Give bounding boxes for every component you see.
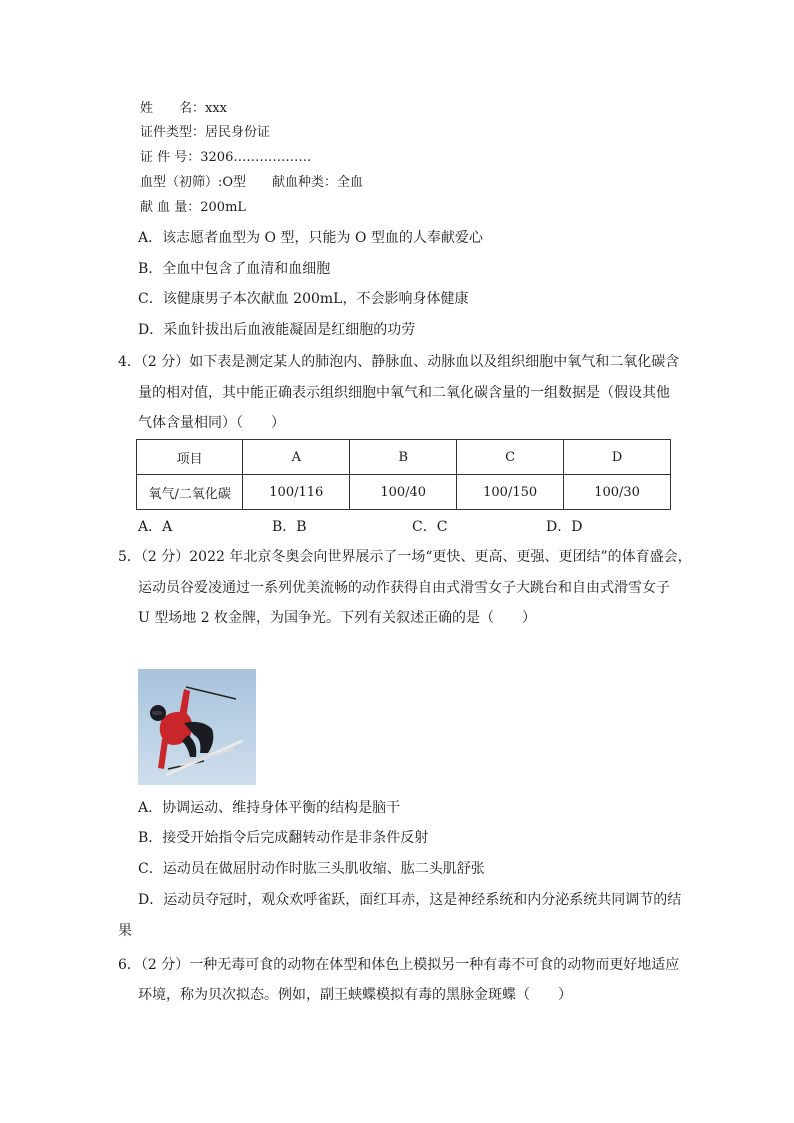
q4-stem-line3: 气体含量相同）（ ） <box>138 415 285 431</box>
q5-stem-line1: 5．（2 分）2022 年北京冬奥会向世界展示了一场“更快、更高、更强、更团结”的体育盛会， <box>118 549 692 565</box>
q5-option-d-line2: 果 <box>118 923 132 939</box>
table-header-cell: C <box>457 440 564 475</box>
q4-data-table <box>136 439 671 510</box>
table-header-cell: D <box>564 440 671 475</box>
q4-stem-line1: 4．（2 分）如下表是测定某人的肺泡内、静脉血、动脉血以及组织细胞中氧气和二氧化碳含 <box>118 354 680 370</box>
q6-stem-line2: 环境，称为贝次拟态。例如，副王蛱蝶模拟有毒的黑脉金斑蝶（ ） <box>138 987 572 1003</box>
donor-blood-amount: 献 血 量：200mL <box>140 200 247 215</box>
table-header-cell: B <box>350 440 457 475</box>
table-row <box>137 440 671 475</box>
q5-stem-line3: U 型场地 2 枚金牌，为国争光。下列有关叙述正确的是（ ） <box>138 610 537 626</box>
table-cell: 100/30 <box>564 475 671 510</box>
donor-id-number: 证 件 号：3206……………… <box>140 150 312 165</box>
q3-option-c: C．该健康男子本次献血 200mL，不会影响身体健康 <box>138 291 469 307</box>
q5-option-c: C．运动员在做屈肘动作时肱三头肌收缩、肱二头肌舒张 <box>138 861 485 877</box>
table-cell: 100/150 <box>457 475 564 510</box>
table-cell: 100/116 <box>243 475 350 510</box>
q4-option-a: A．A <box>138 519 173 535</box>
q4-stem-line2: 量的相对值，其中能正确表示组织细胞中氧气和二氧化碳含量的一组数据是（假设其他 <box>138 385 670 401</box>
skier-illustration <box>138 669 256 785</box>
q3-option-a: A．该志愿者血型为 O 型，只能为 O 型血的人奉献爱心 <box>138 230 483 246</box>
skier-photo <box>138 669 256 785</box>
q5-stem-line2: 运动员谷爱凌通过一系列优美流畅的动作获得自由式滑雪女子大跳台和自由式滑雪女子 <box>138 580 670 596</box>
q3-option-b: B．全血中包含了血清和血细胞 <box>138 261 331 277</box>
q4-option-d: D．D <box>546 519 583 535</box>
q5-option-d-line1: D．运动员夺冠时，观众欢呼雀跃，面红耳赤，这是神经系统和内分泌系统共同调节的结 <box>138 892 682 908</box>
table-cell: 100/40 <box>350 475 457 510</box>
q5-option-a: A．协调运动、维持身体平衡的结构是脑干 <box>138 800 401 816</box>
donor-id-type: 证件类型：居民身份证 <box>140 125 271 140</box>
q6-stem-line1: 6．（2 分）一种无毒可食的动物在体型和体色上模拟另一种有毒不可食的动物而更好地适应 <box>118 957 680 973</box>
table-cell: 氧气/二氧化碳 <box>137 475 243 510</box>
q4-option-c: C．C <box>412 519 448 535</box>
table-header-cell: 项目 <box>137 440 243 475</box>
table-header-cell: A <box>243 440 350 475</box>
q4-option-b: B．B <box>272 519 307 535</box>
q5-option-b: B．接受开始指令后完成翻转动作是非条件反射 <box>138 830 429 846</box>
q3-option-d: D．采血针拔出后血液能凝固是红细胞的功劳 <box>138 322 416 338</box>
table-row <box>137 475 671 510</box>
donor-blood-type: 血型（初筛）:O型 献血种类：全血 <box>140 175 364 190</box>
donor-name: 姓 名：xxx <box>140 101 227 116</box>
